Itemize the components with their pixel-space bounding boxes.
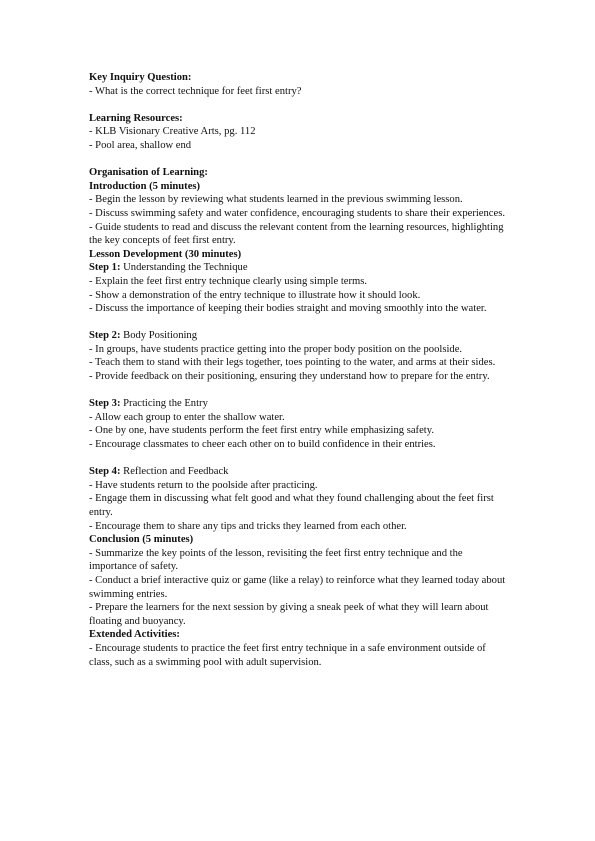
step-title: Practicing the Entry [120, 398, 208, 410]
conclusion-heading: Conclusion (5 minutes) [89, 534, 194, 546]
introduction-heading: Introduction (5 minutes) [89, 180, 201, 192]
conclusion-item: - Conduct a brief interactive quiz or game (like a relay) to reinforce what they learned today about swimming entries. [89, 574, 508, 600]
step-3-header [89, 397, 509, 411]
learning-resource-item: - Pool area, shallow end [89, 139, 192, 151]
introduction-item: - Discuss swimming safety and water confidence, encouraging students to share their experiences. [89, 207, 505, 219]
key-inquiry-item: - What is the correct technique for feet first entry? [89, 85, 302, 97]
step-item: - Explain the feet first entry technique clearly using simple terms. [89, 275, 367, 287]
step-label: Step 1: [89, 262, 121, 274]
step-label: Step 4: [89, 466, 121, 478]
lesson-plan-body [89, 71, 509, 669]
organisation-heading: Organisation of Learning: [89, 167, 208, 179]
key-inquiry-heading: Key Inquiry Question: [89, 72, 192, 83]
step-item: - Discuss the importance of keeping their bodies straight and moving smoothly into the water. [89, 303, 487, 315]
development-heading: Lesson Development (30 minutes) [89, 248, 242, 260]
step-label: Step 2: [89, 330, 121, 342]
step-item: - Provide feedback on their positioning, ensuring they understand how to prepare for the entry. [89, 371, 490, 383]
introduction-item: - Begin the lesson by reviewing what students learned in the previous swimming lesson. [89, 194, 463, 206]
introduction-item: - Guide students to read and discuss the relevant content from the learning resources, highlighting the key concepts of feet first entry. [89, 221, 507, 247]
step-2-header [89, 329, 509, 343]
conclusion-item: - Summarize the key points of the lesson, revisiting the feet first entry technique and the importance of safety. [89, 547, 466, 573]
learning-resource-item: - KLB Visionary Creative Arts, pg. 112 [89, 126, 256, 138]
extended-activities-heading: Extended Activities: [89, 629, 180, 641]
spacer [89, 316, 509, 330]
learning-resources-heading: Learning Resources: [89, 112, 183, 124]
step-title: Body Positioning [120, 330, 198, 342]
step-item: - Teach them to stand with their legs together, toes pointing to the water, and arms at their sides. [89, 357, 496, 369]
step-label: Step 3: [89, 398, 121, 410]
step-item: - In groups, have students practice getting into the proper body position on the poolside. [89, 343, 463, 355]
step-item: - Encourage classmates to cheer each other on to build confidence in their entries. [89, 439, 436, 451]
step-item: - Engage them in discussing what felt good and what they found challenging about the feet first entry. [89, 493, 497, 518]
step-item: - One by one, have students perform the feet first entry while emphasizing safety. [89, 425, 434, 437]
step-item: - Encourage them to share any tips and tricks they learned from each other. [89, 520, 407, 532]
step-item: - Allow each group to enter the shallow water. [89, 411, 285, 423]
spacer [89, 98, 509, 112]
conclusion-item: - Prepare the learners for the next session by giving a sneak peek of what they will learn about floating and buoyancy. [89, 602, 492, 627]
spacer [89, 153, 509, 167]
step-4-header [89, 465, 509, 479]
step-title: Understanding the Technique [120, 262, 248, 274]
spacer [89, 384, 509, 398]
step-title: Reflection and Feedback [120, 466, 229, 478]
step-item: - Show a demonstration of the entry technique to illustrate how it should look. [89, 289, 421, 301]
spacer [89, 452, 509, 466]
step-item: - Have students return to the poolside after practicing. [89, 479, 318, 491]
step-1-header [89, 261, 509, 275]
extended-activity-item: - Encourage students to practice the feet first entry technique in a safe environment outside of class, such as a swimming pool with adult supervision. [89, 642, 489, 668]
